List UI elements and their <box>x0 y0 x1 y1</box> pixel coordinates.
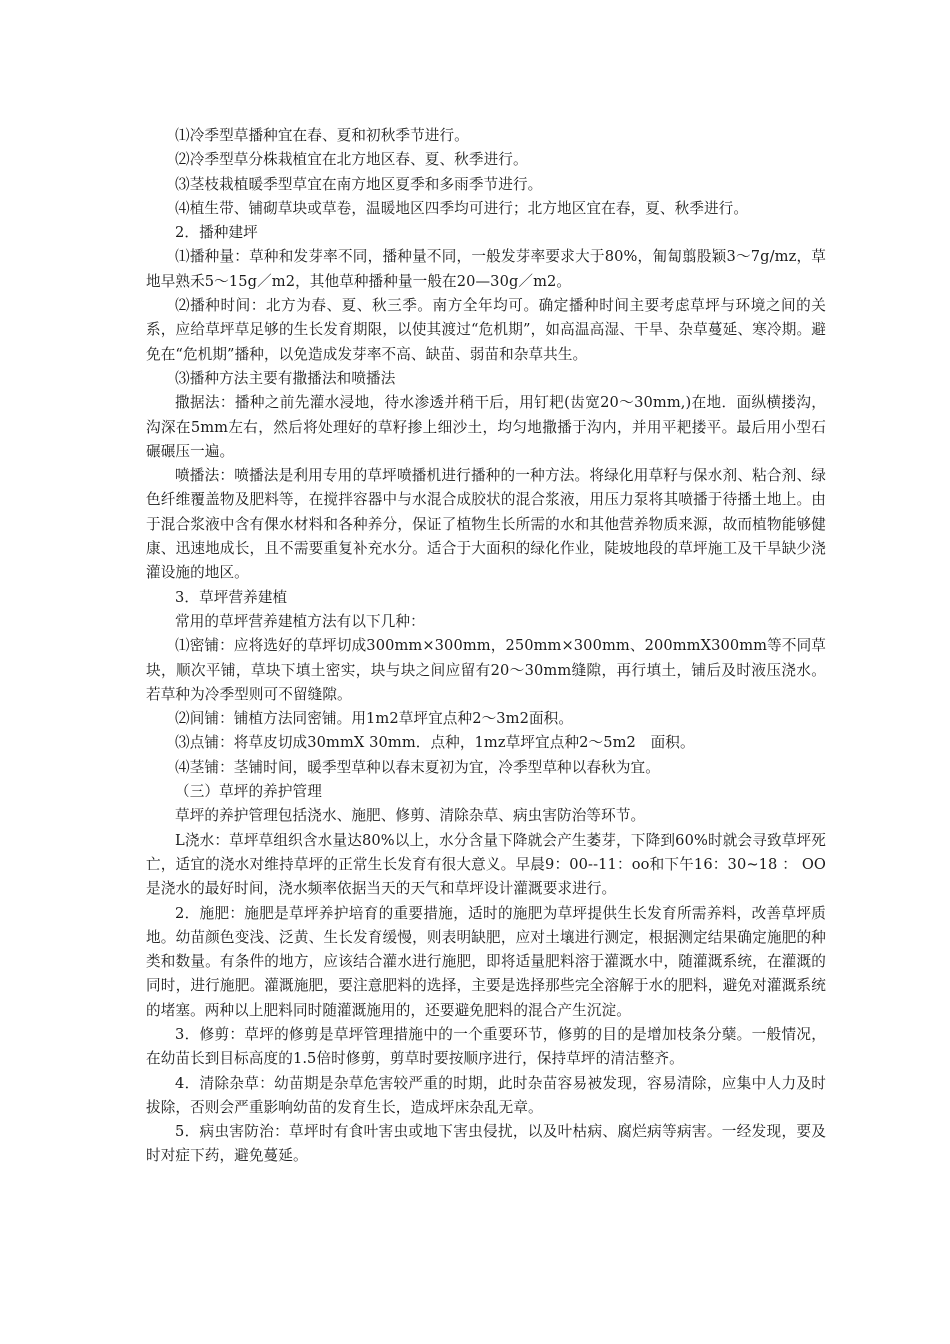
paragraph-strip-sodding: ⑵间铺：铺植方法同密铺。用1m2草坪宜点种2～3m2面积。 <box>175 710 574 728</box>
paragraph-fertilizing: 2．施肥：施肥是草坪养护培育的重要措施，适时的施肥为草坪提供生长发育所需养料，改善草坪质地。幼苗颜色变浅、泛黄、生长发育缓慢，则表明缺肥，应对土壤进行测定，根据测定结果确定施肥的种类和数量。有条件的地方，应该结合灌水进行施肥，即将适量肥料溶于灌溉水中，随灌溉系统，在灌溉的同时，进行施肥。灌溉施肥，要注意肥料的选择，主要是选择那些完全溶解于水的肥料，避免对灌溉系统的堵塞。两种以上肥料同时随灌溉施用的，还要避免肥料的混合产生沉淀。 <box>146 904 826 1019</box>
paragraph-maintenance-intro: 草坪的养护管理包括浇水、施肥、修剪、清除杂草、病虫害防治等环节。 <box>175 807 646 825</box>
paragraph-solid-sodding: ⑴密铺：应将选好的草坪切成300mm×300mm，250mm×300mm、200mmX300mm等不同草块，顺次平铺，草块下填土密实，块与块之间应留有20～30mm缝隙，再行填土，铺后及时液压浇水。若草种为冷季型则可不留缝隙。 <box>146 637 826 703</box>
paragraph-stem-planting: ⑶茎枝栽植暖季型草宜在南方地区夏季和多雨季节进行。 <box>175 175 543 193</box>
paragraph-plug-sodding: ⑶点铺：将草皮切成30mmX 30mm．点种，1mz草坪宜点种2～5m2 面积。 <box>175 734 695 752</box>
paragraph-seeding-rate: ⑴播种量：草种和发芽率不同，播种量不同，一般发芽率要求大于80%，匍匐翦股颖3～7g/mz，草地早熟禾5～15g／m2，其他草种播种量一般在20—30g／m2。 <box>146 248 826 290</box>
heading-lawn-maintenance: （三）草坪的养护管理 <box>175 783 322 801</box>
heading-seeding-establishment: 2．播种建坪 <box>175 224 258 242</box>
paragraph-seeding-methods: ⑶播种方法主要有撒播法和喷播法 <box>175 369 396 387</box>
paragraph-mowing: 3．修剪：草坪的修剪是草坪管理措施中的一个重要环节，修剪的目的是增加枝条分蘖。一般情况，在幼苗长到目标高度的1.5倍时修剪，剪草时要按顺序进行，保持草坪的清洁整齐。 <box>146 1025 826 1068</box>
heading-vegetative-establishment: 3．草坪营养建植 <box>175 588 288 606</box>
paragraph-cool-season-division: ⑵冷季型草分株栽植宜在北方地区春、夏、秋季进行。 <box>175 151 528 169</box>
paragraph-sod-laying: ⑷植生带、铺砌草块或草卷，温暖地区四季均可进行；北方地区宜在春，夏、秋季进行。 <box>175 199 749 217</box>
paragraph-broadcast-method: 撒据法：播种之前先灌水浸地，待水渗透并稍干后，用钉耙(齿宽20～30mm,)在地．面纵横搂沟，沟深在5mm左右，然后将处理好的草籽掺上细沙土，均匀地撒播于沟内，并用平耙搂平。最后用小型石碾碾压一遍。 <box>146 394 826 460</box>
paragraph-pest-control: 5．病虫害防治：草坪时有食叶害虫或地下害虫侵扰，以及叶枯病、腐烂病等病害。一经发现，要及时对症下药，避免蔓延。 <box>146 1123 826 1165</box>
paragraph-weeding: 4．清除杂草：幼苗期是杂草危害较严重的时期，此时杂苗容易被发现，容易清除，应集中人力及时拔除，否则会严重影响幼苗的发育生长，造成坪床杂乱无章。 <box>146 1074 826 1116</box>
document-body <box>146 124 826 1169</box>
paragraph-sprigging: ⑷茎铺：茎铺时间，暖季型草种以春末夏初为宜，冷季型草种以春秋为宜。 <box>175 758 660 776</box>
paragraph-seeding-time: ⑵播种时间：北方为春、夏、秋三季。南方全年均可。确定播种时间主要考虑草坪与环境之间的关系，应给草坪草足够的生长发育期限，以使其渡过“危机期”，如高温高湿、干旱、杂草蔓延、寒冷期。避免在“危机期”播种，以免造成发芽率不高、缺苗、弱苗和杂草共生。 <box>146 297 826 363</box>
paragraph-vegetative-intro: 常用的草坪营养建植方法有以下几种： <box>175 612 425 630</box>
paragraph-watering: L浇水：草坪草组织含水量达80%以上，水分含量下降就会产生萎芽，下降到60%时就会寻致草坪死亡，适宜的浇水对维持草坪的正常生长发育有很大意义。早晨9：00--11：oo和下午16：30~18 ： OO是浇水的最好时间，浇水频率依据当天的天气和草坪设计灌溉要求进行。 <box>146 831 826 898</box>
paragraph-hydroseeding: 喷播法：喷播法是利用专用的草坪喷播机进行播种的一种方法。将绿化用草籽与保水剂、粘合剂、绿色纤维覆盖物及肥料等，在搅拌容器中与水混合成胶状的混合浆液，用压力泵将其喷播于待播土地上。由于混合浆液中含有倮水材料和各种养分，保证了植物生长所需的水和其他营养物质来源，故而植物能够健康、迅速地成长，且不需要重复补充水分。适合于大面积的绿化作业，陡坡地段的草坪施工及干旱缺少浇灌设施的地区。 <box>146 467 826 582</box>
paragraph-cool-season-sowing: ⑴冷季型草播种宜在春、夏和初秋季节进行。 <box>175 127 469 144</box>
